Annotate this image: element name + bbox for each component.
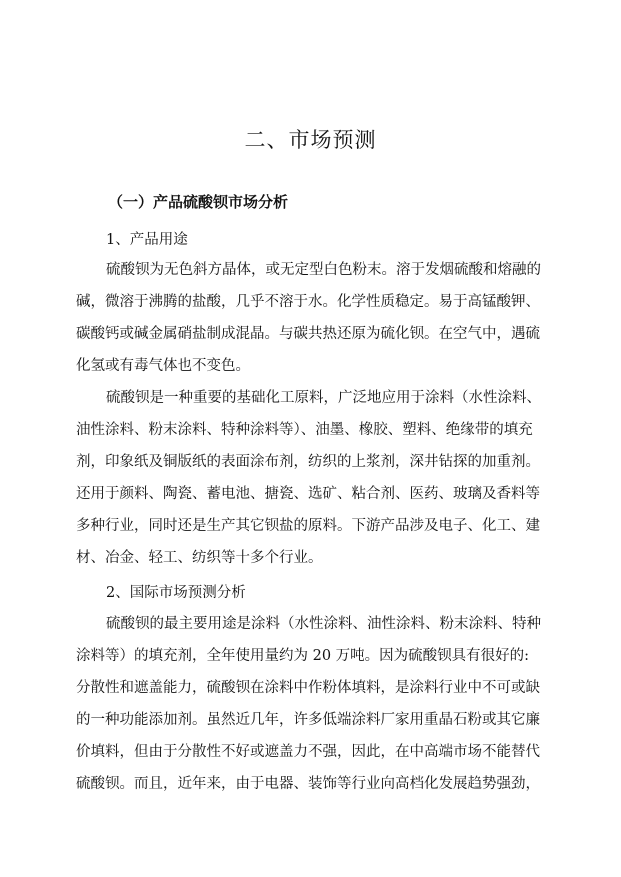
paragraph-1-line: 碱，微溶于沸腾的盐酸，几乎不溶于水。化学性质稳定。易于高锰酸钾、 bbox=[76, 294, 540, 310]
page-title: 二、市场预测 bbox=[244, 128, 377, 152]
paragraph-2-line: 剂，印象纸及铜版纸的表面涂布剂，纺织的上浆剂，深井钻探的加重剂。 bbox=[76, 454, 540, 470]
paragraph-3-line: 硫酸钡的最主要用途是涂料（水性涂料、油性涂料、粉末涂料、特种 bbox=[106, 616, 541, 632]
paragraph-2-line: 还用于颜料、陶瓷、蓄电池、搪瓷、选矿、粘合剂、医药、玻璃及香料等 bbox=[76, 486, 540, 502]
paragraph-2-line: 多种行业，同时还是生产其它钡盐的原料。下游产品涉及电子、化工、建 bbox=[76, 518, 540, 534]
paragraph-3-line: 价填料，但由于分散性不好或遮盖力不强，因此，在中高端市场不能替代 bbox=[76, 744, 540, 760]
paragraph-2-line: 硫酸钡是一种重要的基础化工原料，广泛地应用于涂料（水性涂料、 bbox=[106, 390, 541, 406]
paragraph-2-line: 材、冶金、轻工、纺织等十多个行业。 bbox=[76, 550, 323, 566]
paragraph-2-line: 油性涂料、粉末涂料、特种涂料等）、油墨、橡胶、塑料、绝缘带的填充 bbox=[76, 422, 533, 438]
paragraph-1-line: 碳酸钙或碱金属硝盐制成混晶。与碳共热还原为硫化钡。在空气中，遇硫 bbox=[76, 326, 540, 342]
paragraph-1-line: 硫酸钡为无色斜方晶体，或无定型白色粉末。溶于发烟硫酸和熔融的 bbox=[106, 262, 541, 278]
paragraph-3-line: 硫酸钡。而且，近年来，由于电器、装饰等行业向高档化发展趋势强劲， bbox=[76, 776, 540, 792]
section-heading: （一）产品硫酸钡市场分析 bbox=[108, 193, 289, 211]
subheading-international-market: 2、国际市场预测分析 bbox=[106, 585, 246, 601]
subheading-product-uses: 1、产品用途 bbox=[106, 232, 188, 248]
paragraph-3-line: 分散性和遮盖能力，硫酸钡在涂料中作粉体填料，是涂料行业中不可或缺 bbox=[76, 680, 540, 696]
paragraph-1-line: 化氢或有毒气体也不变色。 bbox=[76, 358, 250, 374]
paragraph-3-line: 涂料等）的填充剂，全年使用量约为 20 万吨。因为硫酸钡具有很好的: bbox=[76, 648, 530, 664]
paragraph-3-line: 的一种功能添加剂。虽然近几年，许多低端涂料厂家用重晶石粉或其它廉 bbox=[76, 712, 540, 728]
